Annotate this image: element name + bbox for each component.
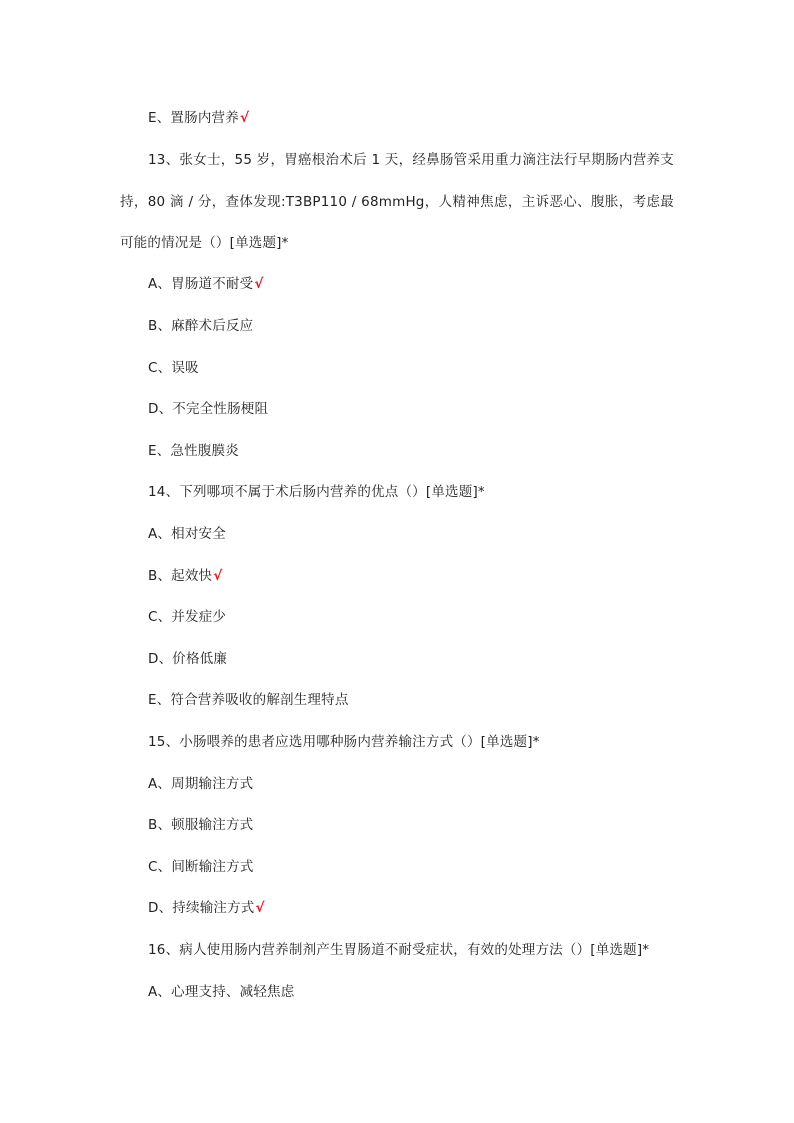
q15-question: 15、小肠喂养的患者应选用哪种肠内营养输注方式（）[单选题]*: [148, 734, 540, 750]
q14-option-e: E、符合营养吸收的解剖生理特点: [148, 692, 349, 708]
correct-check-mark: √: [213, 568, 223, 584]
q13-question-line-3: 可能的情况是（）[单选题]*: [120, 235, 289, 251]
q14-option-c: C、并发症少: [148, 609, 227, 625]
option-text: B、起效快: [148, 568, 213, 584]
q13-option-d: D、不完全性肠梗阻: [148, 401, 269, 417]
q13-option-c: C、误吸: [148, 360, 199, 376]
q16-question: 16、病人使用肠内营养制剂产生胃肠道不耐受症状，有效的处理方法（）[单选题]*: [148, 942, 650, 958]
q15-option-b: B、顿服输注方式: [148, 817, 254, 833]
q16-option-a: A、心理支持、减轻焦虑: [148, 984, 295, 1000]
option-text: A、胃肠道不耐受: [148, 276, 254, 292]
q14-question: 14、下列哪项不属于术后肠内营养的优点（）[单选题]*: [148, 484, 485, 500]
option-text: E、置肠内营养: [148, 110, 239, 126]
q13-option-b: B、麻醉术后反应: [148, 318, 254, 334]
correct-check-mark: √: [254, 276, 264, 292]
q15-option-c: C、间断输注方式: [148, 859, 254, 875]
q14-option-d: D、价格低廉: [148, 651, 228, 667]
q13-option-a: [148, 274, 264, 294]
q15-option-a: A、周期输注方式: [148, 776, 254, 792]
correct-check-mark: √: [255, 900, 265, 916]
q14-option-b: [148, 566, 222, 586]
option-text: D、持续输注方式: [148, 900, 255, 916]
q14-option-a: A、相对安全: [148, 526, 226, 542]
q13-option-e: E、急性腹膜炎: [148, 443, 239, 459]
q15-option-d: [148, 898, 265, 918]
correct-check-mark: √: [239, 110, 250, 126]
q13-question-line-2: 持，80 滴 / 分，查体发现:T3BP110 / 68mmHg，人精神焦虑，主诉恶心、腹胀，考虑最: [120, 194, 674, 210]
q12-option-e: [148, 108, 249, 128]
q13-question-line-1: 13、张女士，55 岁，胃癌根治术后 1 天，经鼻肠管采用重力滴注法行早期肠内营养支: [148, 152, 674, 168]
